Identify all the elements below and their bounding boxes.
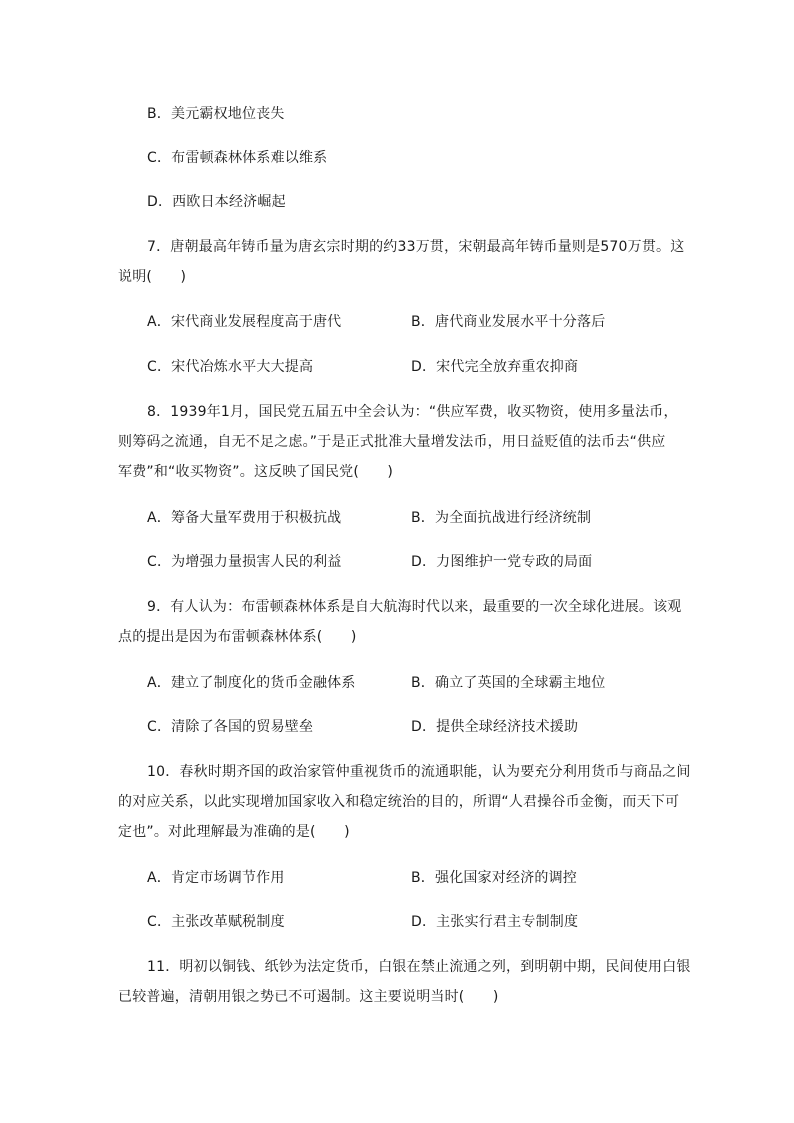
question-7-option-c: C．宋代冶炼水平大大提高	[147, 359, 314, 375]
question-8-line-1: 8．1939年1月，国民党五届五中全会认为：“供应军费，收买物资，使用多量法币，	[147, 404, 678, 420]
question-10-option-a: A．肯定市场调节作用	[147, 870, 285, 886]
question-9-line-2: 点的提出是因为布雷顿森林体系( )	[118, 629, 357, 645]
question-7-option-d: D．宋代完全放弃重农抑商	[411, 359, 579, 375]
question-11-line-1: 11．明初以铜钱、纸钞为法定货币，白银在禁止流通之列，到明朝中期，民间使用白银	[147, 959, 691, 975]
question-7-line-2: 说明( )	[118, 269, 187, 285]
question-8-line-3: 军费”和“收买物资”。这反映了国民党( )	[118, 464, 394, 480]
question-9-option-b: B．确立了英国的全球霸主地位	[411, 675, 606, 691]
question-11-line-2: 已较普遍，清朝用银之势已不可遏制。这主要说明当时( )	[118, 989, 499, 1005]
question-9-option-c: C．清除了各国的贸易壁垒	[147, 719, 314, 735]
option-d: D．西欧日本经济崛起	[147, 194, 286, 210]
question-9-line-1: 9．有人认为：布雷顿森林体系是自大航海时代以来，最重要的一次全球化进展。该观	[147, 599, 682, 615]
question-10-line-3: 定也”。对此理解最为准确的是( )	[118, 824, 350, 840]
question-7-option-b: B．唐代商业发展水平十分落后	[411, 314, 606, 330]
option-c: C．布雷顿森林体系难以维系	[147, 150, 328, 166]
question-8-option-b: B．为全面抗战进行经济统制	[411, 510, 592, 526]
question-9-option-a: A．建立了制度化的货币金融体系	[147, 675, 356, 691]
question-10-option-c: C．主张改革赋税制度	[147, 914, 285, 930]
question-8-option-d: D．力图维护一党专政的局面	[411, 554, 593, 570]
question-9-option-d: D．提供全球经济技术援助	[411, 719, 579, 735]
question-8-option-c: C．为增强力量损害人民的利益	[147, 554, 342, 570]
question-8-line-2: 则筹码之流通，自无不足之虑。”于是正式批准大量增发法币，用日益贬值的法币去“供应	[118, 434, 666, 450]
question-10-option-d: D．主张实行君主专制制度	[411, 914, 579, 930]
question-10-line-1: 10．春秋时期齐国的政治家管仲重视货币的流通职能，认为要充分利用货币与商品之间	[147, 764, 691, 780]
question-10-option-b: B．强化国家对经济的调控	[411, 870, 578, 886]
question-7-line-1: 7．唐朝最高年铸币量为唐玄宗时期的约33万贯，宋朝最高年铸币量则是570万贯。这	[147, 239, 685, 255]
option-b: B．美元霸权地位丧失	[147, 106, 285, 122]
question-10-line-2: 的对应关系，以此实现增加国家收入和稳定统治的目的，所谓“人君操谷币金衡，而天下可	[118, 794, 680, 810]
question-8-option-a: A．筹备大量军费用于积极抗战	[147, 510, 342, 526]
question-7-option-a: A．宋代商业发展程度高于唐代	[147, 314, 342, 330]
